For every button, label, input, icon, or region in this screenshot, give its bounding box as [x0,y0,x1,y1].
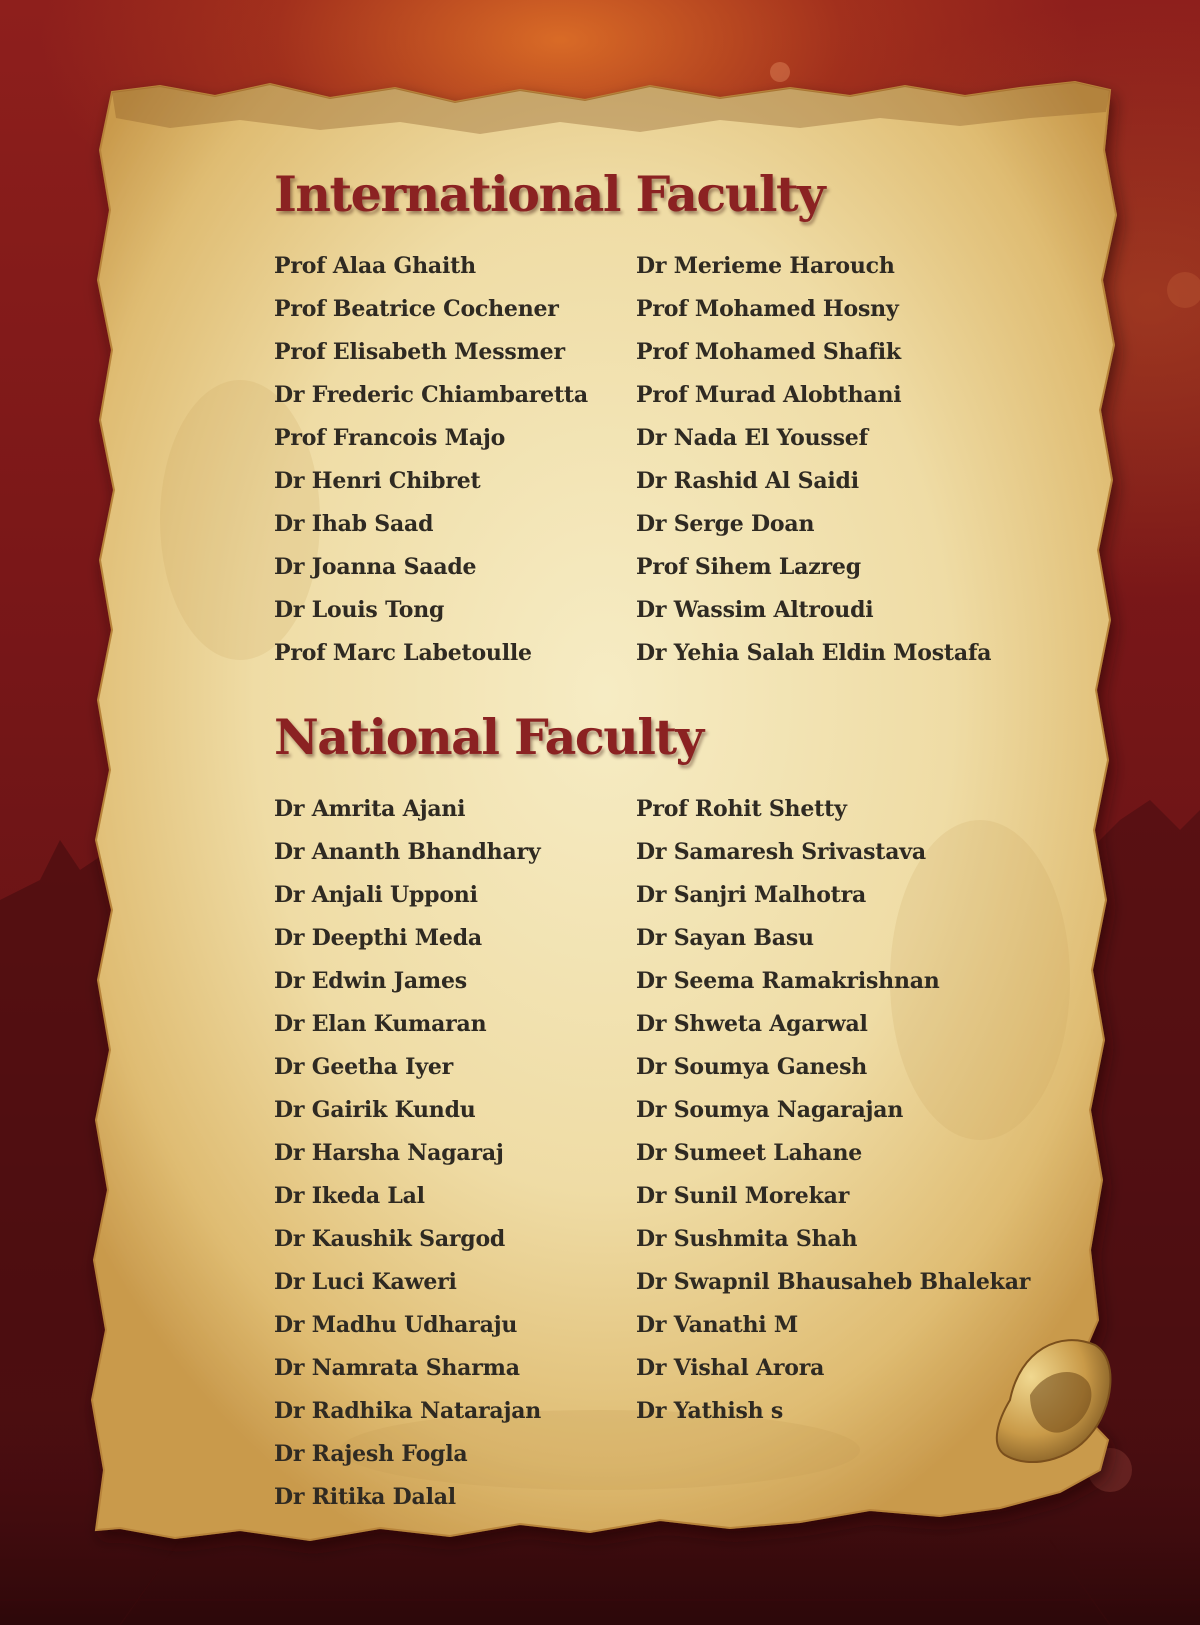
faculty-name: Dr Rajesh Fogla [274,1441,468,1467]
faculty-name: Dr Anjali Upponi [274,882,478,908]
faculty-name: Dr Vanathi M [636,1312,799,1338]
faculty-name: Prof Murad Alobthani [636,382,902,408]
faculty-name: Dr Swapnil Bhausaheb Bhalekar [636,1269,1031,1295]
faculty-name: Dr Vishal Arora [636,1355,825,1381]
faculty-name: Dr Samaresh Srivastava [636,839,926,865]
faculty-name: Dr Yathish s [636,1398,784,1424]
faculty-name: Prof Mohamed Hosny [636,296,899,322]
faculty-name: Prof Marc Labetoulle [274,640,532,666]
faculty-name: Dr Henri Chibret [274,468,481,494]
faculty-name: Prof Beatrice Cochener [274,296,559,322]
faculty-name: Dr Yehia Salah Eldin Mostafa [636,640,992,666]
faculty-name: Prof Sihem Lazreg [636,554,861,580]
faculty-name: Dr Sushmita Shah [636,1226,858,1252]
faculty-name: Dr Ihab Saad [274,511,434,537]
international-faculty-list-left [274,245,588,675]
faculty-name: Prof Francois Majo [274,425,506,451]
national-faculty-list-right [636,788,1030,1433]
faculty-name: Dr Joanna Saade [274,554,477,580]
faculty-name: Prof Rohit Shetty [636,796,847,822]
faculty-name: Dr Nada El Youssef [636,425,868,451]
national-faculty-list-left [274,788,541,1519]
faculty-name: Dr Soumya Ganesh [636,1054,868,1080]
faculty-name: Dr Sumeet Lahane [636,1140,863,1166]
faculty-name: Prof Elisabeth Messmer [274,339,565,365]
faculty-name: Dr Ananth Bhandhary [274,839,541,865]
faculty-name: Dr Deepthi Meda [274,925,482,951]
faculty-name: Dr Sunil Morekar [636,1183,850,1209]
faculty-name: Dr Rashid Al Saidi [636,468,859,494]
faculty-name: Dr Elan Kumaran [274,1011,487,1037]
faculty-name: Dr Merieme Harouch [636,253,895,279]
faculty-name: Dr Ikeda Lal [274,1183,425,1209]
faculty-name: Dr Madhu Udharaju [274,1312,518,1338]
faculty-name: Dr Sayan Basu [636,925,814,951]
faculty-name: Dr Frederic Chiambaretta [274,382,588,408]
faculty-name: Dr Geetha Iyer [274,1054,454,1080]
faculty-name: Dr Louis Tong [274,597,445,623]
faculty-name: Dr Namrata Sharma [274,1355,520,1381]
national-faculty-title: National Faculty [274,708,703,766]
faculty-name: Dr Soumya Nagarajan [636,1097,904,1123]
faculty-name: Dr Sanjri Malhotra [636,882,867,908]
faculty-name: Dr Serge Doan [636,511,815,537]
faculty-name: Dr Kaushik Sargod [274,1226,506,1252]
faculty-name: Dr Harsha Nagaraj [274,1140,504,1166]
faculty-name: Dr Edwin James [274,968,467,994]
faculty-name: Dr Seema Ramakrishnan [636,968,940,994]
faculty-name: Dr Ritika Dalal [274,1484,456,1510]
faculty-name: Dr Amrita Ajani [274,796,466,822]
faculty-name: Prof Mohamed Shafik [636,339,901,365]
faculty-name: Dr Radhika Natarajan [274,1398,542,1424]
faculty-name: Dr Shweta Agarwal [636,1011,868,1037]
faculty-name: Dr Wassim Altroudi [636,597,874,623]
faculty-name: Dr Luci Kaweri [274,1269,457,1295]
faculty-name: Prof Alaa Ghaith [274,253,476,279]
faculty-name: Dr Gairik Kundu [274,1097,476,1123]
international-faculty-list-right [636,245,991,675]
international-faculty-title: International Faculty [274,165,825,223]
